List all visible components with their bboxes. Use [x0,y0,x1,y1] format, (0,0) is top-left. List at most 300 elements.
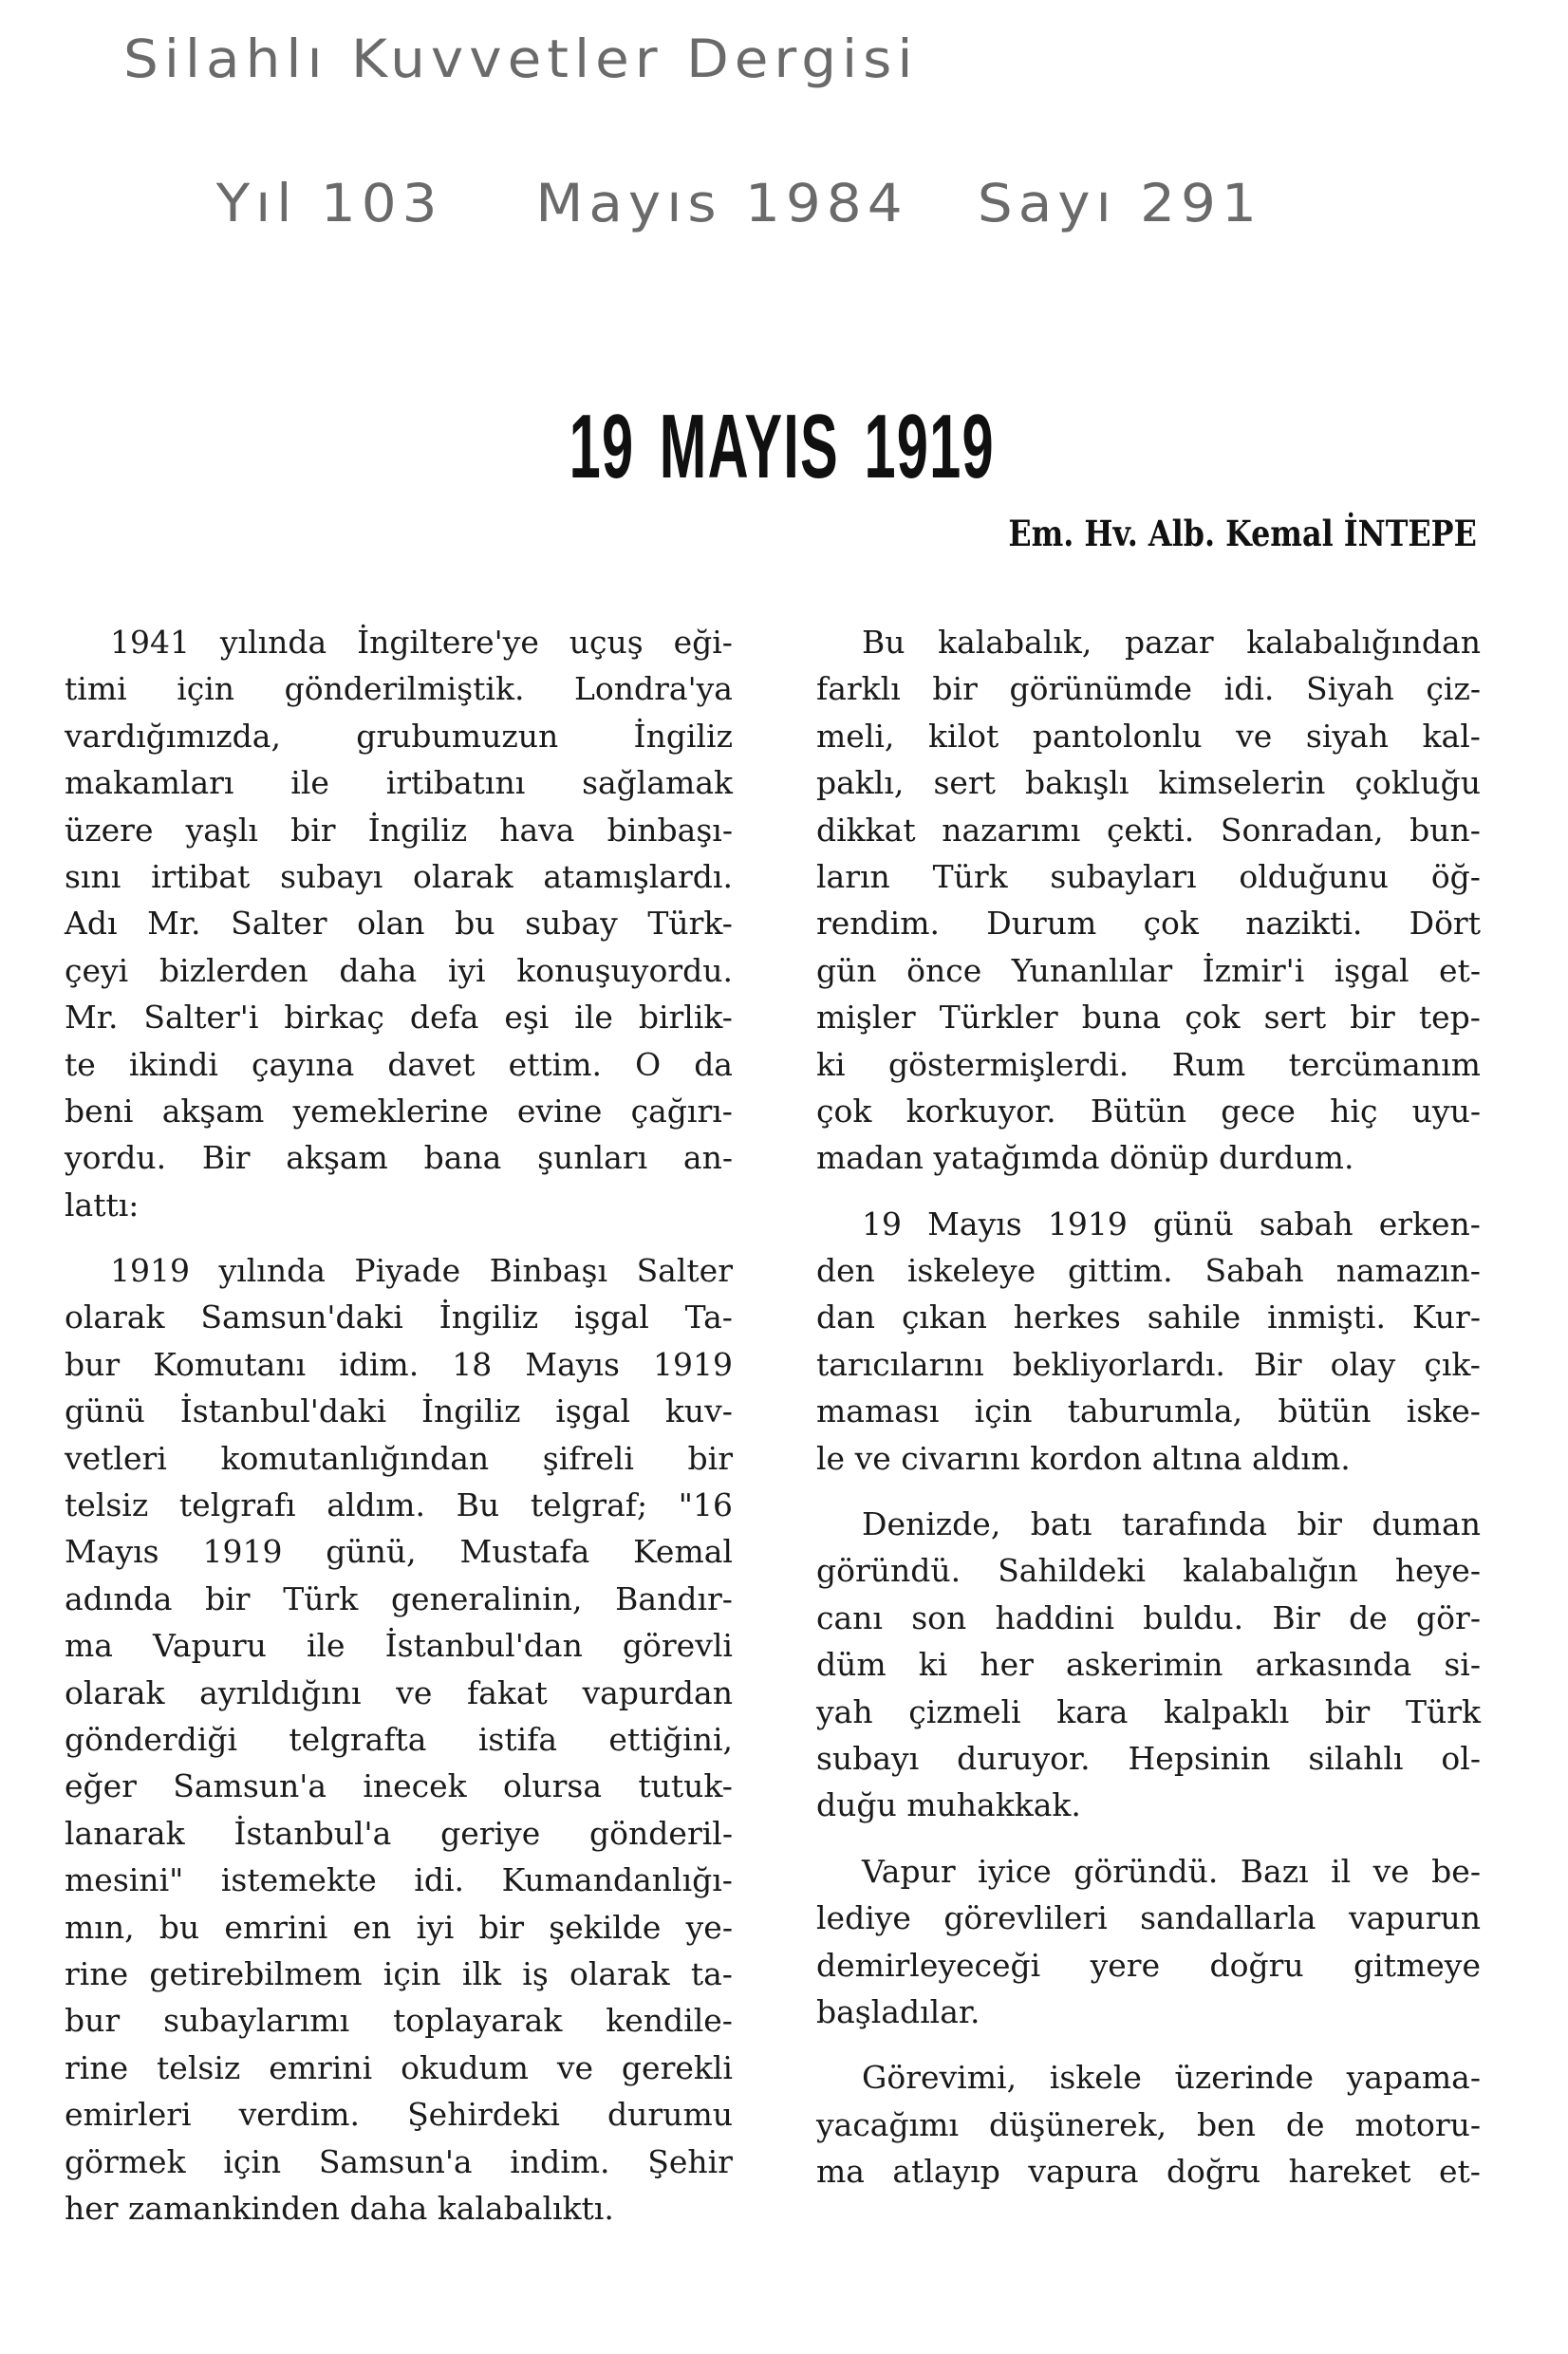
text-line-content: le ve civarını kordon altına aldım. [816,1439,1351,1477]
word: yordu. [65,1139,167,1177]
article-paragraph [65,619,733,1228]
word: an- [682,1139,733,1177]
text-line [65,1951,733,1997]
word: Bir [201,1139,251,1177]
word: atlayıp [892,2153,1000,2191]
handwritten-issue-info [123,111,1262,295]
word: atamışlardı. [543,857,733,895]
word: tutuk- [638,1767,733,1805]
word: İzmir'i [1202,951,1305,989]
word: ta- [690,1954,733,1992]
handwritten-year: Yıl 103 [215,172,443,234]
word: son [911,1598,967,1636]
text-line [65,1528,733,1575]
word: şekilde [549,1908,662,1946]
word: iyi [447,951,486,989]
word: gittim. [1068,1252,1173,1290]
word: sabah [1259,1205,1353,1242]
text-line-content [65,1134,733,1181]
word: düm [816,1646,887,1684]
word: işgal [1334,951,1409,989]
word: sahile [1147,1298,1241,1336]
text-line-content [816,1294,1481,1340]
word: işgal [555,1392,631,1430]
word: ile [306,1627,345,1665]
text-line [65,1041,733,1088]
word: olduğunu [1239,857,1390,895]
word: bütün [1278,1392,1372,1430]
word: defa [409,999,479,1037]
text-line-content [816,1895,1481,1941]
word: mesini" [65,1861,184,1899]
word: üzerinde [1174,2059,1315,2097]
word: çayına [251,1045,355,1083]
text-line [65,807,733,853]
text-line [816,994,1481,1040]
text-line [65,1670,733,1716]
word: şifreli [542,1439,634,1477]
word: için [177,670,235,708]
word: idim. [339,1345,420,1383]
text-line [816,1134,1481,1181]
word: Salter'i [143,999,259,1037]
article-title: 19 MAYIS 1919 [569,396,995,498]
word: generalinin, [390,1579,583,1617]
text-line [816,1735,1481,1782]
word: makamları [65,764,234,802]
text-line-content [65,1716,733,1763]
text-line-content [110,619,733,665]
word: Yunanlılar [1011,951,1173,989]
text-line-content [65,994,733,1040]
word: nazikti. [1245,905,1363,943]
text-line-content [862,2054,1481,2101]
word: doğru [1166,2153,1261,2191]
word: hiç [1330,1092,1378,1130]
text-line-content [862,619,1481,665]
word: Salter [231,905,327,943]
word: 1919 [110,1252,190,1290]
word: kalpaklı [1164,1692,1290,1730]
word: ların [816,857,890,895]
word: iş [522,1954,549,1992]
word: çok [1143,905,1199,943]
word: toplayarak [393,2002,563,2040]
word: gün [816,951,877,989]
text-line [816,1294,1481,1340]
word: Türk [283,1579,359,1617]
word: sert [933,764,996,802]
word: Hepsinin [1128,1739,1271,1777]
word: İstanbul'a [233,1814,392,1852]
word: İngiliz [633,717,733,755]
text-line [816,713,1481,759]
text-line [65,1763,733,1809]
word: Piyade [354,1252,461,1290]
text-line [65,759,733,806]
text-line-content [65,1857,733,1903]
word: tercümanım [1288,1045,1481,1083]
word: Bandır- [615,1579,733,1617]
word: sını [65,857,121,895]
word: işgal [573,1298,649,1336]
text-line-content [65,1810,733,1857]
word: Sahildeki [998,1552,1147,1590]
word: et- [1439,2153,1481,2191]
word: farklı [816,670,901,708]
word: daha [339,951,418,989]
text-line [816,2102,1481,2148]
word: emrini [269,2048,373,2086]
word: inmişti. [1267,1298,1386,1336]
text-line-content [65,1670,733,1716]
word: birlik- [638,999,733,1037]
word: İstanbul'daki [179,1392,387,1430]
text-line [65,1247,733,1294]
word: vapurun [1348,1899,1481,1937]
text-line [65,1134,733,1181]
word: be- [1431,1852,1481,1890]
word: doğru [1209,1946,1304,1984]
word: telgrafı [178,1486,296,1524]
text-line [65,1622,733,1669]
word: beni [65,1092,134,1130]
text-line-content: her zamankinden daha kalabalıktı. [65,2189,614,2227]
word: yapama- [1346,2059,1481,2097]
word: hava [499,811,575,849]
text-line-content [862,1201,1481,1247]
word: davet [387,1045,476,1083]
handwritten-journal-name: Silahlı Kuvvetler Dergisi [123,28,919,90]
word: iskele [1049,2059,1142,2097]
text-line [65,2139,733,2185]
word: bir [1297,1505,1342,1543]
text-line-content [65,1576,733,1622]
word: iskeleye [906,1252,1036,1290]
word: eşi [504,999,550,1037]
word: evine [516,1092,603,1130]
word: irtibat [151,857,251,895]
word: Şehir [647,2142,733,2180]
article-paragraph [816,1201,1481,1482]
word: dan [816,1298,876,1336]
word: 19 [862,1205,902,1242]
word: ile [290,764,329,802]
text-line [65,1435,733,1482]
word: Bir [1272,1598,1320,1636]
word: idi. [414,1861,465,1899]
text-line [816,1595,1481,1641]
text-line [65,1904,733,1951]
article-paragraph [816,1501,1481,1829]
word: O [635,1045,662,1083]
word: için [974,1392,1033,1430]
text-line [816,807,1481,853]
text-line-content [65,2045,733,2091]
word: çokluğu [1354,764,1481,802]
word: subay [525,905,618,943]
text-line-content [862,1848,1481,1895]
text-line [65,1810,733,1857]
text-line [816,759,1481,806]
text-line-content [816,1735,1481,1782]
word: önce [906,951,982,989]
text-line [816,1942,1481,1989]
text-line-content [65,1341,733,1388]
text-line-content [816,1942,1481,1989]
word: 1919 [202,1533,283,1571]
word: Mayıs [65,1533,159,1571]
text-line-content [65,947,733,994]
word: Salter [636,1252,733,1290]
word: bu [455,905,495,943]
text-line-content [816,853,1481,900]
word: görevlileri [943,1899,1108,1937]
word: bir [290,811,336,849]
text-line-content [65,853,733,900]
word: "16 [678,1486,733,1524]
word: istifa [477,1720,558,1758]
word: kalabalığından [1246,624,1481,661]
word: günü [1152,1205,1234,1242]
word: den [816,1252,875,1290]
word: si- [1444,1646,1481,1684]
word: Mayıs [525,1345,620,1383]
word: ettiğini, [608,1720,733,1758]
text-line [816,1388,1481,1434]
text-line-content [65,1294,733,1340]
word: gör- [1416,1598,1481,1636]
word: İstanbul'dan [384,1627,583,1665]
word: Türk [1405,1692,1481,1730]
text-line-content: madan yatağımda dönüp durdum. [816,1139,1354,1177]
word: binbaşı- [607,811,733,849]
text-line-content [110,1247,733,1294]
word: tarafında [1121,1505,1268,1543]
word: telgrafta [289,1720,427,1758]
word: bun- [1409,811,1481,849]
word: ye- [685,1908,733,1946]
word: yılında [218,1252,326,1290]
word: pantolonlu [1032,717,1203,755]
text-line-content [65,807,733,853]
word: olarak [65,1673,165,1711]
word: kalabalık, [938,624,1092,661]
word: mişler [816,999,916,1037]
word: kilot [928,717,999,755]
word: bekliyorlardı. [1012,1345,1225,1383]
word: ilk [461,1954,501,1992]
word: olarak [65,1298,165,1336]
word: ettim. [508,1045,602,1083]
word: İngiltere'ye [357,624,539,661]
word: çeyi [65,951,129,989]
word: de [1285,2105,1325,2143]
text-line [65,2045,733,2091]
word: grubumuzun [356,717,559,755]
word: silahlı [1308,1739,1404,1777]
word: için [223,2142,282,2180]
text-line [65,2185,733,2232]
word: Şehirdeki [407,2096,560,2134]
word: Dört [1409,905,1481,943]
word: vapurdan [582,1673,733,1711]
word: kendile- [606,2002,733,2040]
word: emirleri [65,2096,192,2134]
word: yaşlı [185,811,258,849]
word: çok [816,1092,872,1130]
word: arkasında [1255,1646,1412,1684]
word: çiz- [1426,670,1481,708]
word: bir [687,1439,733,1477]
text-line-content [65,665,733,712]
word: timi [65,670,127,708]
text-line-content [816,2102,1481,2148]
word: Samsun'a [173,1767,327,1805]
word: Vapuru [153,1627,267,1665]
word: vardığımızda, [65,717,281,755]
text-line [816,1501,1481,1547]
word: Binbaşı [489,1252,608,1290]
article-paragraph [816,2054,1481,2195]
word: lediye [816,1899,911,1937]
word: çekti. [1106,811,1195,849]
word: görevli [622,1627,733,1665]
word: rine [65,1954,129,1992]
text-line-content [65,1435,733,1482]
word: Mr. [65,999,119,1037]
text-line [65,1341,733,1388]
word: hareket [1288,2153,1411,2191]
text-line-content [65,1997,733,2044]
text-line [65,1576,733,1622]
text-line [65,713,733,759]
word: bu [159,1908,200,1946]
word: Samsun'a [318,2142,473,2180]
word: 18 [452,1345,493,1383]
word: ve [1236,717,1273,755]
word: Kur- [1411,1298,1481,1336]
text-line-content [816,1595,1481,1641]
word: Görevimi, [862,2059,1017,2097]
word: bur [65,1345,121,1383]
word: olan [357,905,425,943]
text-line-content [65,1763,733,1809]
word: İngiliz [367,811,468,849]
word: vetleri [65,1439,167,1477]
text-line-content [816,1689,1481,1735]
word: göründü. [1073,1852,1219,1890]
word: subayı [816,1739,920,1777]
word: yemeklerine [292,1092,489,1130]
word: akşam [286,1139,388,1177]
text-line-content [65,2139,733,2185]
word: Bazı [1240,1852,1309,1890]
word: ma [816,2153,865,2191]
text-line [65,994,733,1040]
text-line-content [816,1341,1481,1388]
text-line [816,947,1481,994]
word: 1919 [652,1345,733,1383]
word: ikindi [128,1045,218,1083]
word: bir [1324,1692,1371,1730]
word: gönderilmiştik. [284,670,525,708]
word: meli, [816,717,895,755]
text-line-content [816,759,1481,806]
word: kuv- [664,1392,733,1430]
text-line-content [816,947,1481,994]
left-column [65,619,733,2251]
word: Sonradan, [1220,811,1384,849]
text-line-content [65,1088,733,1134]
word: askerimin [1065,1646,1223,1684]
word: duruyor. [957,1739,1091,1777]
word: canı [816,1598,883,1636]
word: günü, [326,1533,417,1571]
word: sandallarla [1140,1899,1316,1937]
word: ol- [1441,1739,1481,1777]
text-line [816,2054,1481,2101]
word: şunları [537,1139,648,1177]
text-line-content: başladılar. [816,1992,980,2030]
word: ki [816,1045,846,1083]
word: Adı [65,905,118,943]
word: emrini [224,1908,328,1946]
word: bir [478,1908,524,1946]
word: adında [65,1579,173,1617]
word: Kemal [633,1533,733,1571]
word: akşam [161,1092,265,1130]
word: Bütün [1090,1092,1187,1130]
word: bir [932,670,978,708]
text-line [816,1547,1481,1594]
word: aldım. [327,1486,425,1524]
word: telsiz [157,2048,241,2086]
word: taburumla, [1067,1392,1243,1430]
word: İngiliz [439,1298,539,1336]
word: Mr. [147,905,201,943]
word: görmek [65,2142,186,2180]
word: Siyah [1306,670,1394,708]
text-line-content [65,2091,733,2138]
word: te [65,1045,96,1083]
text-line [816,1848,1481,1895]
word: iyice [978,1852,1052,1890]
text-line [816,1247,1481,1294]
text-line [65,1088,733,1134]
word: ve [396,1673,433,1711]
word: pazar [1124,624,1214,661]
word: Denizde, [862,1505,1001,1543]
word: ben [1197,2105,1256,2143]
word: Ta- [684,1298,733,1336]
text-line [816,2148,1481,2195]
word: demirleyeceği [816,1946,1041,1984]
word: bur [65,2002,121,2040]
word: düşünerek, [988,2105,1167,2143]
word: 1941 [110,624,190,661]
text-line-content [816,1641,1481,1688]
word: nazarımı [942,811,1081,849]
text-line [816,1689,1481,1735]
word: Mayıs [927,1205,1022,1242]
word: bakışlı [1024,764,1129,802]
text-line-content [65,759,733,806]
text-line [816,619,1481,665]
word: dikkat [816,811,916,849]
word: Bir [1253,1345,1302,1383]
text-line-content [65,1622,733,1669]
